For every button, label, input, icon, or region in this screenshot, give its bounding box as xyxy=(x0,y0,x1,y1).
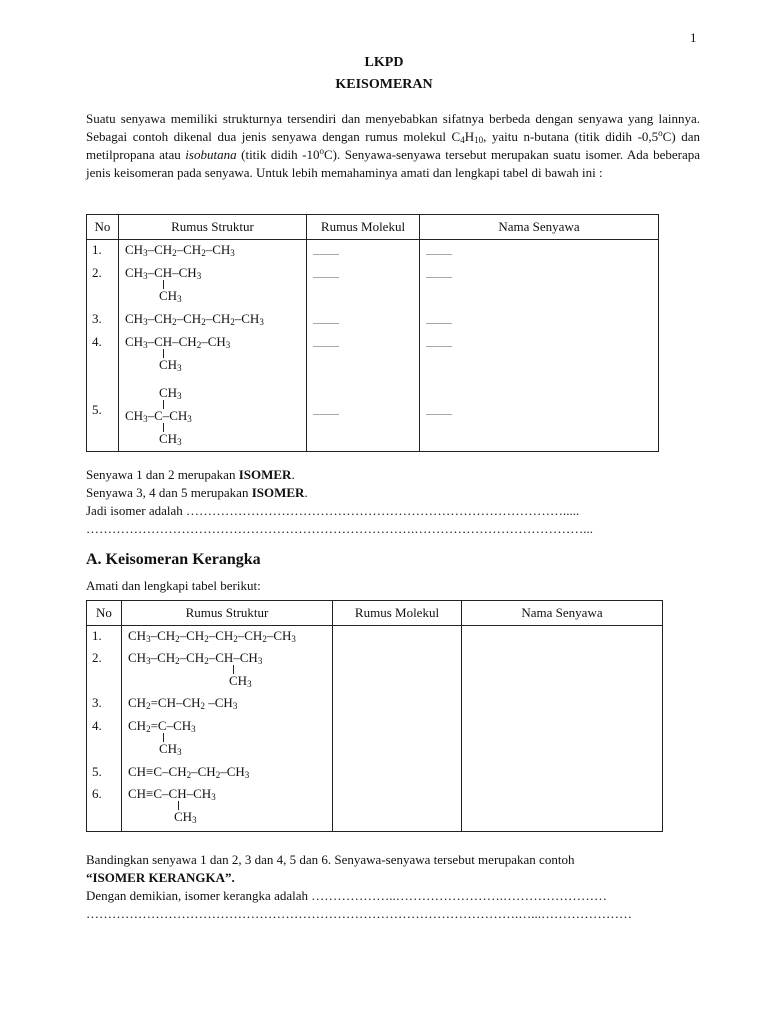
branch-ch3: $CH_3$ xyxy=(159,288,182,304)
intro-paragraph: Suatu senyawa memiliki strukturnya tersendiri dan menyebabkan sifatnya berbeda dengan senyawa yang lainnya. Sebagai contoh dikenal dua jenis senyawa dengan rumus molekul $C_4H_{10}$, yaitu n-butana (titik didih -0,5$^o$C) dan metilpropana atau isobutana (titik didih -10$^o$C). Senyawa-senyawa tersebut merupakan suatu isomer. Ada beberapa jenis keisomeran pada senyawa. Untuk lebih memahaminya amati dan lengkapi tabel di bawah ini : xyxy=(86,111,701,180)
blank-field[interactable]: ............. xyxy=(313,248,339,257)
comparison-text: Bandingkan senyawa 1 dan 2, 3 dan 4, 5 dan 6. Senyawa-senyawa tersebut merupakan contoh xyxy=(86,852,575,867)
isomer-statement-1: Senyawa 1 dan 2 merupakan ISOMER. xyxy=(86,467,295,482)
structure-2: $CH_3-CH_2-CH_2-CH-CH_3$ xyxy=(128,650,263,666)
isomer-statement-2: Senyawa 3, 4 dan 5 merupakan ISOMER. xyxy=(86,485,308,500)
section-a-title: A. Keisomeran Kerangka xyxy=(86,551,261,568)
blank-field[interactable]: ............. xyxy=(426,317,452,326)
page-title: LKPD xyxy=(364,55,404,70)
structure-3: $CH_3-CH_2-CH_2-CH_2-CH_3$ xyxy=(125,311,264,327)
table-row-no: 3. xyxy=(92,311,102,326)
closing-block xyxy=(86,851,700,923)
t1-structure-column xyxy=(119,240,306,451)
structure-6: $CH\equiv C-CH-CH_3$ xyxy=(128,786,216,802)
table-row-no: 4. xyxy=(92,334,102,349)
table-row-no: 5. xyxy=(92,764,102,779)
section-a-instruction: Amati dan lengkapi tabel berikut: xyxy=(86,578,261,593)
branch-ch3: $CH_3$ xyxy=(159,357,182,373)
top-ch3: $CH_3$ xyxy=(159,385,182,401)
t2-header-no: No xyxy=(87,601,122,626)
t1-name-column xyxy=(420,240,658,451)
isomer-definition-line[interactable]: Jadi isomer adalah ……………………………………………………………………………..... xyxy=(86,503,580,518)
table-row-no: 1. xyxy=(92,242,102,257)
t2-structure-column xyxy=(122,626,332,831)
structure-3: $CH_2=CH-CH_2$ $-CH_3$ xyxy=(128,695,238,711)
t1-formula-column xyxy=(307,240,419,451)
table-row-no: 3. xyxy=(92,695,102,710)
page-number: 1 xyxy=(690,30,697,45)
conclusion-block xyxy=(86,466,593,538)
t2-name-column[interactable] xyxy=(462,626,663,832)
structure-4: $CH_2=C-CH_3$ xyxy=(128,718,196,734)
blank-field[interactable]: ............. xyxy=(426,248,452,257)
blank-field[interactable]: ............. xyxy=(426,408,452,417)
blank-field[interactable]: ............. xyxy=(313,408,339,417)
structure-4: $CH_3-CH-CH_2-CH_3$ xyxy=(125,334,231,350)
branch-ch3: $CH_3$ xyxy=(174,809,197,825)
blank-field[interactable]: ............. xyxy=(426,271,452,280)
t2-header-formula: Rumus Molekul xyxy=(333,601,462,626)
isomer-table-1 xyxy=(86,214,659,452)
kerangka-definition-line-2[interactable]: ……………………………………………………………………………………….…...………………… xyxy=(86,906,632,921)
blank-field[interactable]: ............. xyxy=(313,340,339,349)
isomer-kerangka-label: “ISOMER KERANGKA”. xyxy=(86,870,235,885)
branch-ch3: $CH_3$ xyxy=(229,673,252,689)
structure-5: $CH\equiv C-CH_2-CH_2-CH_3$ xyxy=(128,764,250,780)
table-row-no: 1. xyxy=(92,628,102,643)
t2-formula-column[interactable] xyxy=(333,626,462,832)
table-row-no: 6. xyxy=(92,786,102,801)
blank-field[interactable]: ............. xyxy=(426,340,452,349)
structure-5: $CH_3-C-CH_3$ xyxy=(125,408,192,424)
table-row-no: 2. xyxy=(92,650,102,665)
t2-header-structure: Rumus Struktur xyxy=(122,601,333,626)
t2-header-name: Nama Senyawa xyxy=(462,601,663,626)
t1-header-no: No xyxy=(87,215,119,240)
isomer-table-2 xyxy=(86,600,663,832)
page-subtitle: KEISOMERAN xyxy=(335,77,433,92)
isomer-definition-line-2[interactable]: ………………………………………………………………….…………………………………... xyxy=(86,521,593,536)
kerangka-definition-line[interactable]: Dengan demikian, isomer kerangka adalah ………………..…………………….…………………… xyxy=(86,888,607,903)
t1-header-structure: Rumus Struktur xyxy=(119,215,307,240)
table-row-no: 5. xyxy=(92,402,102,417)
t1-header-formula: Rumus Molekul xyxy=(307,215,420,240)
structure-1: $CH_3-CH_2-CH_2-CH_3$ xyxy=(125,242,235,258)
blank-field[interactable]: ............. xyxy=(313,271,339,280)
t1-header-name: Nama Senyawa xyxy=(420,215,659,240)
structure-1: $CH_3-CH_2-CH_2-CH_2-CH_2-CH_3$ xyxy=(128,628,296,644)
branch-ch3: $CH_3$ xyxy=(159,741,182,757)
structure-2: $CH_3-CH-CH_3$ xyxy=(125,265,202,281)
blank-field[interactable]: ............. xyxy=(313,317,339,326)
table-row-no: 2. xyxy=(92,265,102,280)
branch-ch3: $CH_3$ xyxy=(159,431,182,447)
table-row-no: 4. xyxy=(92,718,102,733)
